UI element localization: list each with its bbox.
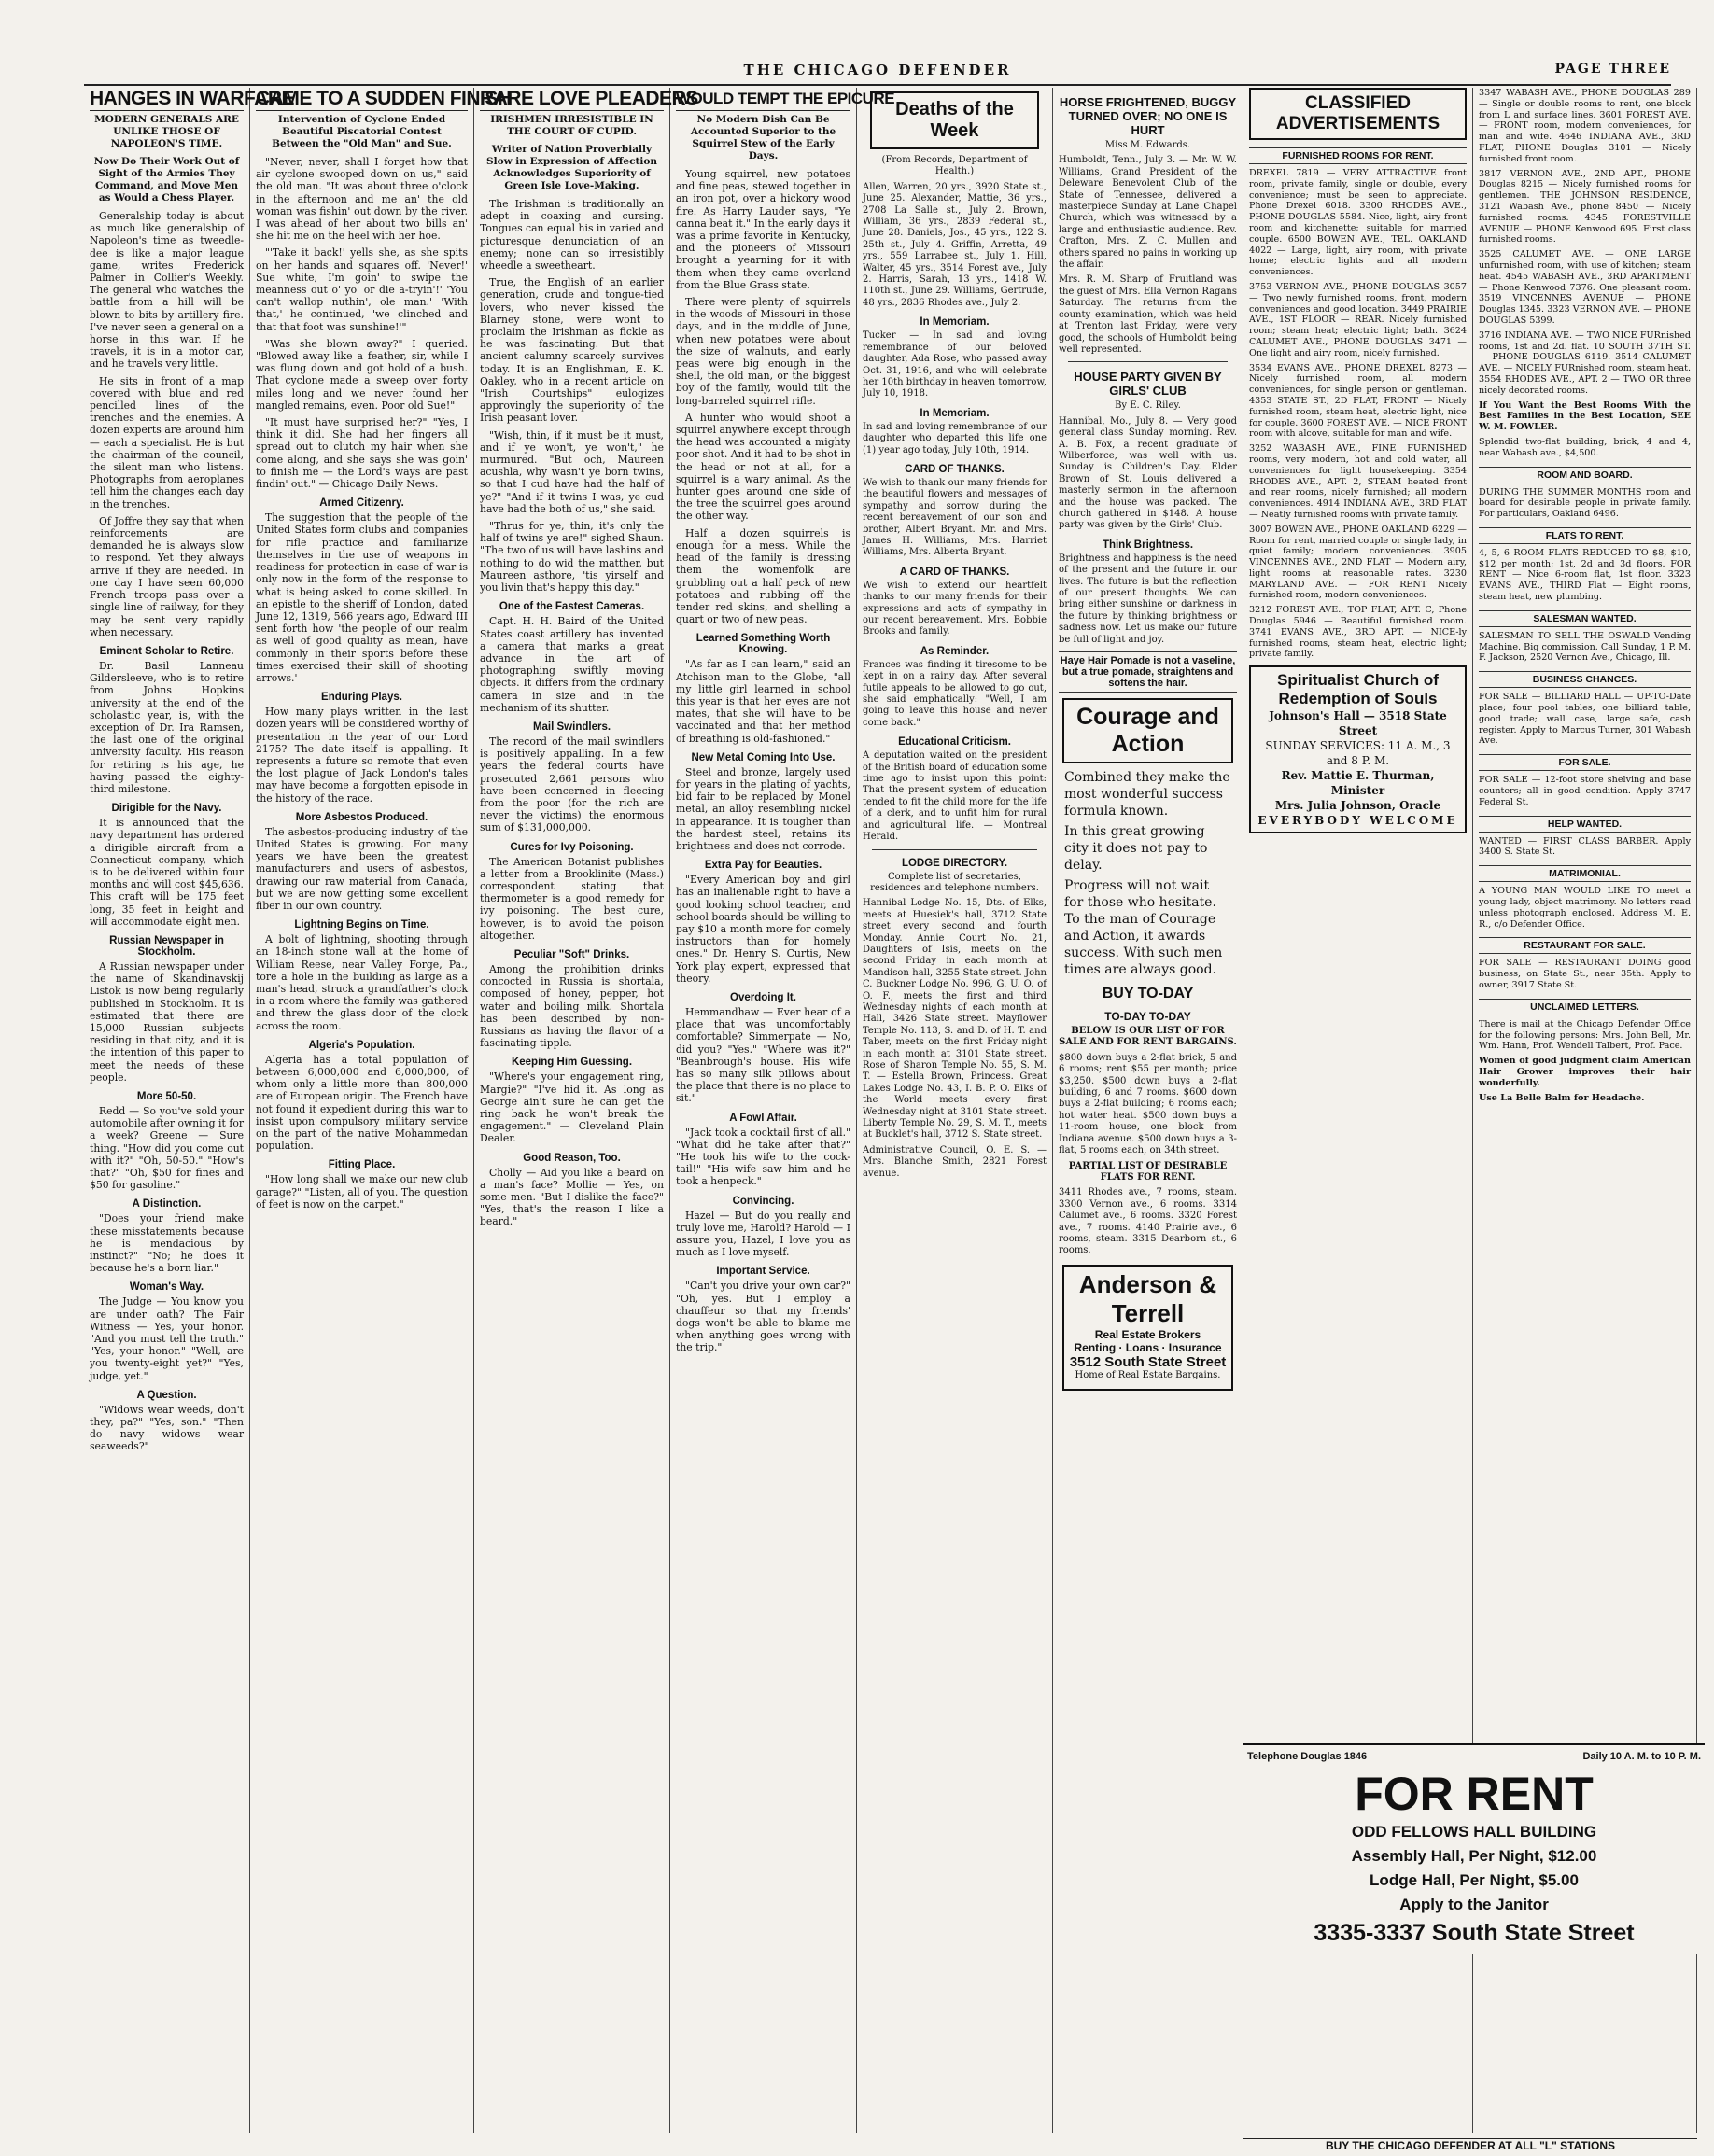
subheading: A CARD OF THANKS. (899, 566, 1010, 578)
article-paragraph: "How long shall we make our new club garage?" "Listen, all of you. The question of feet is now on the carpet." (256, 1173, 468, 1211)
article-paragraph: He sits in front of a map covered with blue and red pencilled lines of the trenches and the enemies. A dozen experts are around him — each a specialist. He is but the chairman of the council, the silent man who listens. Photographs from aeroplanes tell him the changes each day in the trenches. (90, 374, 244, 511)
for-rent-address: 3335-3337 South State Street (1314, 1920, 1635, 1946)
odd-fellows-for-rent-ad (1243, 1743, 1705, 1954)
ad-list-heading: BELOW IS OUR LIST OF FOR SALE AND FOR RENT BARGAINS. (1059, 1026, 1237, 1048)
church-oracle: Mrs. Julia Johnson, Oracle (1274, 799, 1441, 813)
subheading: Learned Something Worth Knowing. (695, 633, 831, 656)
classified-ad: WANTED — FIRST CLASS BARBER. Apply 3400 S. State St. (1479, 835, 1691, 858)
article-paragraph: "Jack took a cocktail first of all." "What did he take after that?" "He took his wife to the cock-tail!" "His wife saw him and he took a henpeck." (676, 1126, 850, 1188)
headline-rare-love-pleaders: RARE LOVE PLEADERS (480, 88, 698, 109)
subheading: Russian Newspaper in Stockholm. (109, 934, 224, 958)
subheading: New Metal Coming Into Use. (691, 751, 836, 763)
deck: Writer of Nation Proverbially Slow in Expression of Affection Acknowledges Superiority of Green Isle Love-Making. (486, 144, 657, 191)
article-paragraph: Cholly — Aid you like a beard on a man's face? Mollie — Yes, on some men. "But I dislike the face?" "Yes, that's the reason I like a beard." (480, 1166, 664, 1228)
deaths-list: Allen, Warren, 20 yrs., 3920 State st., June 25. Alexander, Mattie, 36 yrs., 2708 La Salle st., July 2. Brown, William, 36 yrs., 2839 Federal st., June 28. Daniels, Jos., 45 yrs., 122 S. 25th st., July 4. Griffin, Arretta, 49 yrs., 559 Larrabee st., July 1. Hill, Walter, 45 yrs., 3514 Forest ave., July 2. Harris, Sarah, 13 yrs., 1418 W. 110th st., June 29. Williams, Gertrude, 48 yrs., 2836 Rhodes ave., July 2. (863, 181, 1047, 308)
article-paragraph: There were plenty of squirrels in the woods of Missouri in those days, and in the middle of June, when new potatoes were about the size of walnuts, and early peas were big enough in the shell, the old man, or the biggest boy of the family, would tilt the long-barreled squirrel rifle. (676, 296, 850, 407)
article-paragraph: "Every American boy and girl has an inalienable right to have a good looking school teacher, and school boards should be willing to pay $10 a month more for comely instructors than for homely ones." Dr. Henry S. Curtis, New York play expert, expressed that theory. (676, 874, 850, 985)
article-paragraph: Of Joffre they say that when reinforcements are demanded he is always slow to respond. Yet they always arrive if they are needed. In one day I have seen 60,000 French troops pass over a single line of railway, for they may be sent very rapidly when necessary. (90, 514, 244, 638)
flat-listings: 3411 Rhodes ave., 7 rooms, steam. 3300 Vernon ave., 6 rooms. 3314 Calumet ave., 6 rooms. 3320 Forest ave., 7 rooms. 4140 Prairie ave., 6 rooms, steam. 3315 Dearborn st., 6 rooms. (1059, 1187, 1237, 1256)
subheading: Woman's Way. (129, 1281, 204, 1294)
headline-horse-frightened: HORSE FRIGHTENED, BUGGY TURNED OVER; NO ONE IS HURT (1059, 95, 1237, 137)
article-paragraph: Mrs. R. M. Sharp of Fruitland was the guest of Mrs. Ella Vernon Ragans Saturday. The returns from the county examination, which was held at Trenton last Friday, were very good, the schools of Humboldt being well represented. (1059, 274, 1237, 355)
divider (872, 849, 1037, 850)
lodge-listings: Hannibal Lodge No. 15, Dts. of Elks, meets at Huesiek's hall, 3712 State street every second and fourth Monday. Annie Court No. 21, Daughters of Isis, meets on the second Friday in each month at Mandison hall, 3255 State street. John C. Buckner Lodge No. 996, G. U. O. of O. F., meets the first and third Wednesday nights of each month at Hall, 3426 State street. Mayflower Temple No. 113, S. and D. of H. T. and Taber, meets on the first Friday night in each month at 3101 State street. Rose of Sharon Temple No. 55, S. M. T. — Estella Brown, Princess. Great Lakes Lodge No. 43, I. B. P. O. Elks of the World meets every first Wednesday night at 3101 State street. Liberty Temple No. 29, S. M. T., meets at Bucklet's hall, 3712 S. State street. (863, 898, 1047, 1141)
subheading: One of the Fastest Cameras. (499, 601, 645, 613)
card-of-thanks: We wish to extend our heartfelt thanks to our many friends for their expressions and acts of sympathy in our recent bereavement. Mrs. Bobbie Brooks and family. (863, 580, 1047, 637)
subheading: Good Reason, Too. (523, 1152, 621, 1164)
courage-and-action-ad-title: Courage and Action (1062, 698, 1233, 763)
article-paragraph: The Judge — You know you are under oath? The Fair Witness — Yes, your honor. "And you must tell the truth." "Yes, your honor." "Well, are you twenty-eight yet?" "Yes, judge, yet." (90, 1295, 244, 1382)
classified-ad: DURING THE SUMMER MONTHS room and board for desirable people in private family. For particulars, Oakland 6496. (1479, 486, 1691, 520)
firm-name: Anderson & Terrell (1078, 1269, 1217, 1327)
firm-tagline: Home of Real Estate Bargains. (1075, 1369, 1221, 1380)
article-paragraph: Brightness and happiness is the need of the present and the future in our lives. The future is but the reflection of our present thoughts. We can bring either sunshine or darkness in the future by thinking brightness or sadness now. Let us make our future be full of light and joy. (1059, 553, 1237, 645)
subheading: In Memoriam. (920, 407, 990, 419)
classified-ad: FOR SALE — 12-foot store shelving and base counters; all in good condition. Apply 3747 Federal St. (1479, 775, 1691, 807)
subheading: Convincing. (732, 1195, 794, 1207)
article-paragraph: Generalship today is about as much like generalship of Napoleon's time as tweedle-dee is like a major league game, writes Frederick Palmer in Collier's Weekly. The general who watches the battle from a hill will be blown to bits by artillery fire. I've never seen a general on a horse in this war. If he travels, it is in a motor car, and he travels very little. (90, 210, 244, 371)
notice: If You Want the Best Rooms With the Best Families in the Best Location, SEE W. M. FOWLER. (1479, 399, 1691, 433)
church-name: Spiritualist Church of Redemption of Souls (1277, 671, 1439, 708)
subheading: Dirigible for the Navy. (111, 803, 222, 815)
headline-would-tempt-the-epicure: WOULD TEMPT THE EPICURE (676, 88, 850, 111)
masthead-title: THE CHICAGO DEFENDER (743, 62, 1012, 78)
deaths-of-the-week-heading: Deaths of the Week (870, 91, 1039, 149)
classified-ad: FOR SALE — BILLIARD HALL — UP-TO-Date place; four pool tables, one billiard table, good trade; wall case, large safe, cash register. Apply to Marcus Turner, 301 Wabash Ave. (1479, 692, 1691, 747)
church-services: SUNDAY SERVICES: 11 A. M., 3 and 8 P. M. (1265, 739, 1451, 768)
ad-slogan: BUY TO-DAY (1102, 986, 1194, 1002)
column-3 (474, 88, 698, 2133)
article-paragraph: "It must have surprised her?" "Yes, I think it did. She had her fingers all spread out to clutch my hair when she come along, and she says she was goin' to finish me — the Lord's ways are past findin' out." — Chicago Daily News. (256, 416, 468, 491)
ad-contact-row (1247, 1751, 1701, 1762)
subheading: Enduring Plays. (321, 692, 402, 704)
category-heading: ROOM AND BOARD. (1479, 467, 1691, 483)
classified-ad: 3212 FOREST AVE., TOP FLAT, APT. C, Phone Douglas 5946 — Beautiful furnished room. 3741 EVANS AVE., 3RD APT. — NICE-ly furnished rooms, steam heat, electric light; private family. (1249, 605, 1467, 660)
subheading: A Distinction. (132, 1198, 202, 1211)
article-paragraph: Capt. H. H. Baird of the United States coast artillery has invented a camera that marks a great advance in the art of photographing swiftly moving objects. It differs from the ordinary camera in size and in the mechanism of its shutter. (480, 615, 664, 714)
deck: Now Do Their Work Out of Sight of the Armies They Command, and Move Men as Would a Chess Player. (93, 156, 240, 203)
deck: MODERN GENERALS ARE UNLIKE THOSE OF NAPOLEON'S TIME. (94, 114, 239, 149)
article-paragraph: Half a dozen squirrels is enough for a mess. While the head of the family is dressing them the womenfolk are grubbling out a half peck of new potatoes and rubbing off the tender red skins, and shelling a quart or two of new peas. (676, 526, 850, 626)
classified-ad: DREXEL 7819 — VERY ATTRACTIVE front room, private family, single or double, every convenience; must be seen to appreciate. Phone Drexel 6018. 3300 RHODES AVE., PHONE DOUGLAS 5584. Nice, light, airy front room and kitchenette; suitable for married couple. 6500 BOWEN AVE., TEL. OAKLAND 4022 — Large, light, airy room, with private home; electric lights and all modern conveniences. (1249, 168, 1467, 278)
anderson-terrell-ad (1062, 1265, 1233, 1391)
article-paragraph: Hannibal, Mo., July 8. — Very good general class Sunday morning. Rev. A. B. Fox, a recent graduate of Wilberforce, was well with us. Sunday is Children's Day. Elder Brown of St. Louis delivered a masterly sermon in the afternoon and the house was packed. The church gathered in $148. A house party was given by the Girls' Club. (1059, 415, 1237, 531)
classified-ad: 3753 VERNON AVE., PHONE DOUGLAS 3057 — Two newly furnished rooms, front, modern conveniences and good location. 3449 PRAIRIE AVE., 1ST FLOOR — REAR. Nicely furnished room; steam heat; electric light; bath. 3624 CALUMET AVE., PHONE DOUGLAS 3471 — One light and airy room, nicely furnished. (1249, 281, 1467, 358)
church-welcome: EVERYBODY WELCOME (1257, 814, 1458, 828)
article-paragraph: Hazel — But do you really and truly love me, Harold? Harold — I assure you, Hazel, I love you as much as I love myself. (676, 1209, 850, 1259)
page-number: PAGE THREE (1554, 62, 1671, 77)
ad-list-heading: PARTIAL LIST OF DESIRABLE FLATS FOR RENT. (1068, 1160, 1228, 1183)
property-listings: $800 down buys a 2-flat brick, 5 and 6 rooms; rent $55 per month; price $3,250. $500 down buys a 2-flat building, 6 and 7 rooms. $600 down buys a 2-flat building; 6 rooms each; hot water heat. $500 down buys a 11-room house, one block from Indiana avenue. $500 down buys a 3-flat, 5 rooms each, on 34th street. (1059, 1052, 1237, 1156)
deck: No Modern Dish Can Be Accounted Superior to the Squirrel Stew of the Early Days. (690, 114, 836, 161)
article-paragraph: Steel and bronze, largely used for years in the plating of yachts, bid fair to be replaced by Monel metal, an alloy resembling nickel in appearance. It is tougher than the hardest steel, retains its brightness and does not corrode. (676, 765, 850, 852)
card-of-thanks: We wish to thank our many friends for the beautiful flowers and messages of sympathy and sorrow during the recent bereavement of our son and brother, Albert Bryant. Mr. and Mrs. James H. Williams, Mrs. Harriet Williams, Mrs. Alberta Bryant. (863, 477, 1047, 558)
article-paragraph: "Can't you drive your own car?" "Oh, yes. But I employ a chauffeur so that my friends' dogs won't be able to blame me when anything goes wrong with the trip." (676, 1280, 850, 1354)
article-paragraph: "Does your friend make these misstatements because he is mendacious by instinct?" "No; he does it because he's a born liar." (90, 1212, 244, 1275)
for-rent-contact: Apply to the Janitor (1399, 1896, 1549, 1913)
classified-ad: FOR SALE — RESTAURANT DOING good business, on State St., near 35th. Apply to owner, 3917 State St. (1479, 958, 1691, 991)
subheading: A Fowl Affair. (729, 1112, 797, 1124)
church-minister: Rev. Mattie E. Thurman, Minister (1281, 769, 1435, 798)
for-rent-rate: Assembly Hall, Per Night, $12.00 (1351, 1847, 1597, 1865)
deck: Intervention of Cyclone Ended Beautiful Piscatorial Contest Between the "Old Man" and Sue. (272, 114, 452, 149)
classified-heading: CLASSIFIED ADVERTISEMENTS (1249, 88, 1467, 140)
subheading: More Asbestos Produced. (295, 811, 428, 823)
article-paragraph: "'Take it back!' yells she, as she spits on her hands and squares off. 'Never!' Sue white, I'm goin' to swipe the meanness out o' yo' or die a-tryin'!' 'You can't wallop nuthin', ole man.' 'With that,' he continued, 'we clinched and that that foot was sunshine!'" (256, 246, 468, 333)
article-paragraph: It is announced that the navy department has ordered a dirigible aircraft from a Connecticut company, which is to be delivered within four months and will cost $45,636. This craft will be 175 feet long, 35 feet in height and will accommodate eight men. (90, 817, 244, 928)
article-paragraph: The Irishman is traditionally an adept in coaxing and cursing. Tongues can equal his in varied and picturesque denunciation of an enemy; none can so irresistibly wheedle a sweetheart. (480, 198, 664, 273)
article-paragraph: Hemmandhaw — Ever hear of a place that was uncomfortably comfortable? Simmerpate — No, did you? "Yes." "Where was it?" "Beanbrough's house. His wife has so many silk pillows about the place that there is no place to sit." (676, 1005, 850, 1105)
subheading: Cures for Ivy Poisoning. (510, 841, 634, 853)
category-heading: FURNISHED ROOMS FOR RENT. (1249, 147, 1467, 164)
classified-ad: 3817 VERNON AVE., 2ND APT., PHONE Douglas 8215 — Nicely furnished rooms for gentlemen. THE JOHNSON RESIDENCE, 3121 Wabash Ave., phone 8450 — Nicely furnished rooms. 4345 FORESTVILLE AVENUE — PHONE Kenwood 695. First class furnished rooms. (1479, 168, 1691, 245)
subheading: Armed Citizenry. (319, 497, 404, 510)
article-paragraph: How many plays written in the last dozen years will be considered worthy of presentation in the year of our Lord 2175? The date itself is appalling. It represents a future so remote that even the lost plague of Jack London's tales may have become a forgotten episode in the history of the race. (256, 706, 468, 805)
article-paragraph: The suggestion that the people of the United States form clubs and companies for rifle practice and familiarize themselves in the use of weapons in readiness for protection in case of war is only now in the form of the response to what is being asked to come skilled. In an epistle to the sheriff of London, dated June 12, 1319, 566 years ago, Edward III sent forth how 'the people of our realm as well of good quality as mean, have commonly in their sports before these times exercised their skill of shooting arrows.' (256, 511, 468, 684)
subheading: Overdoing It. (730, 991, 796, 1003)
classified-ad: 4, 5, 6 ROOM FLATS REDUCED TO $8, $10, $12 per month; 1st, 2d and 3d floors. FOR RENT — Nice 6-room flat, 1st floor. 3323 EVANS AVE., THIRD Flat — Eight rooms, steam heat, new plumbing. (1479, 547, 1691, 603)
subheading: Educational Criticism. (898, 736, 1011, 749)
source-note: (From Records, Department of Health.) (881, 155, 1028, 177)
classified-ad: 3007 BOWEN AVE., PHONE OAKLAND 6229 — Room for rent, married couple or single lady, in quiet family; modern conveniences. 3905 VINCENNES AVE., 2ND FLAT — Modern airy, light rooms at reasonable rates. 3230 MARYLAND AVE. — FOR RENT Nicely furnished room, modern conveniences. (1249, 524, 1467, 601)
column-2 (250, 88, 512, 2133)
article-paragraph: A hunter who would shoot a squirrel anywhere except through the head was accounted a mighty poor shot. And it had to be shot in the head or not at all, for a squirrel is a wary animal. As the hunter goes around one side of the tree the squirrel goes around the other way. (676, 411, 850, 523)
subheading: Think Brightness. (1102, 539, 1194, 551)
category-heading: BUSINESS CHANCES. (1479, 671, 1691, 688)
church-ad (1249, 665, 1467, 833)
article-paragraph: Redd — So you've sold your automobile after owning it for a week? Greene — Sure thing. "How did you come out with it?" "Oh, 50-50." "How's that?" "Oh, $50 for fines and $50 for gasoline." (90, 1105, 244, 1192)
subheading: More 50-50. (136, 1091, 197, 1102)
article-paragraph: The record of the mail swindlers is positively appalling. In a few years the federal courts have prosecuted 2,661 persons who have been concerned in fleecing from the poor (for the rich are never the victims) the enormous sum of $131,000,000. (480, 735, 664, 834)
article-paragraph: Humboldt, Tenn., July 3. — Mr. W. W. Williams, Grand President of the Deleware Benevolent Club of the State of Tennessee, delivered a masterpiece Sunday at Lane Chapel Church, which was witnessed by a large and enthusiastic audience. Rev. Crafton, Mrs. Z. C. Mullen and others spared no pains in working up the affair. (1059, 155, 1237, 271)
classified-ad: 3252 WABASH AVE., FINE FURNISHED rooms, very modern, hot and cold water, all conveniences for light housekeeping. 3354 RHODES AVE., APT. 2, STEAM heated front and rear rooms, nicely furnished; all modern conveniences. 4914 INDIANA AVE., 3RD FLAT — Neatly furnished rooms with private family. (1249, 443, 1467, 520)
pomade-ad: Haye Hair Pomade is not a vaseline, but a true pomade, straightens and softens the hair. (1059, 651, 1237, 693)
headline-changes-in-warfare: HANGES IN WARFARE (90, 88, 295, 109)
for-rent-rate: Lodge Hall, Per Night, $5.00 (1370, 1871, 1579, 1889)
firm-address: 3512 South State Street (1069, 1353, 1227, 1370)
article-paragraph: "Where's your engagement ring, Margie?" "I've hid it. As long as George ain't sure he can get the ring back he won't break the engagement." — Cleveland Plain Dealer. (480, 1071, 664, 1145)
ad-slogan: TO-DAY TO-DAY (1104, 1010, 1191, 1024)
article-paragraph: "As far as I can learn," said an Atchison man to the Globe, "all my little girl learned in school this year is that her eyes are not mates, that she will have to be vaccinated and that her method of breathing is old-fashioned." (676, 658, 850, 745)
article-paragraph: Dr. Basil Lanneau Gildersleeve, who is to retire from Johns Hopkins university at the end of the scholastic year, is, with the exception of Dr. Ira Ramsen, the last one of the original university faculty. His reason for retiring is his age, he having passed the eighty-third milestone. (90, 659, 244, 795)
lodge-listing: Administrative Council, O. E. S. — Mrs. Blanche Smith, 2821 Forest avenue. (863, 1144, 1047, 1179)
article-paragraph: True, the English of an earlier generation, crude and tongue-tied lovers, who never kissed the Blarney stone, were wont to proclaim the Irishman as fickle as he was fascinating. But that ancient calumny scarcely survives today. It is an Englishman, E. K. Oakley, who in a recent article on "Irish Courtships" eulogizes approvingly the superiority of the Irish peasant lover. (480, 276, 664, 425)
subheading: Extra Pay for Beauties. (704, 860, 822, 872)
category-heading: UNCLAIMED LETTERS. (1479, 999, 1691, 1015)
firm-line: Renting · Loans · Insurance (1074, 1340, 1222, 1354)
byline: By E. C. Riley. (1115, 400, 1181, 412)
subheading: Mail Swindlers. (532, 721, 611, 733)
ad-text: Progress will not wait for those who hesitate. To the man of Courage and Action, it awards success. With such men times are always good. (1064, 878, 1223, 978)
article-paragraph: Algeria has a total population of between 6,000,000 and 6,000,000, of whom only a little more than 800,000 are of European origin. The French have not found it expedient during this war to insist upon compulsory military service on the part of the native Mohammedan population. (256, 1053, 468, 1153)
church-address: Johnson's Hall — 3518 State Street (1269, 709, 1447, 738)
subheading: CARD OF THANKS. (905, 463, 1005, 475)
classified-ad: 3716 INDIANA AVE. — TWO NICE FURnished rooms, 1st and 2d. flat. 10 SOUTH 37TH ST. — PHONE DOUGLAS 6119. 3514 CALUMET AVE. — NICELY FURnished room, steam heat. 3554 RHODES AVE., APT. 2 — TWO OR three nicely decorated rooms. (1479, 329, 1691, 396)
category-heading: SALESMAN WANTED. (1479, 610, 1691, 627)
category-heading: FLATS TO RENT. (1479, 527, 1691, 544)
article-paragraph: A bolt of lightning, shooting through an 18-inch stone wall at the home of William Reese, near Valley Forge, Pa., tore a hole in the building as large as a man's head, struck a grandfather's clock in a room where the family was gathered and threw the glass door of the clock across the room. (256, 933, 468, 1032)
memoriam-text: In sad and loving remembrance of our daughter who departed this life one (1) year ago today, July 10th, 1914. (863, 421, 1047, 455)
classified-ad: 3534 EVANS AVE., PHONE DREXEL 8273 — Nicely furnished room, all modern conveniences, for single person or gentleman. 4353 STATE ST., 2D FLAT, FRONT — Nicely furnished room, steam heat, electric light, nice for couple. 3600 FOREST AVE. — NICE FRONT room with alcove, suitable for man and wife. (1249, 362, 1467, 440)
article-paragraph: Frances was finding it tiresome to be kept in on a rainy day. After several futile appeals to be allowed to go out, she said emphatically: "Well, I am going to leave this house and never come back." (863, 659, 1047, 728)
headline-house-party: HOUSE PARTY GIVEN BY GIRLS' CLUB (1074, 370, 1222, 399)
subheading: Eminent Scholar to Retire. (99, 645, 234, 657)
for-rent-title: FOR RENT (1355, 1768, 1594, 1820)
classified-ad: SALESMAN TO SELL THE OSWALD Vending Machine. Big commission. Call Sunday, 1 P. M. F. Jackson, 2520 Vernon Ave., Chicago, Ill. (1479, 630, 1691, 664)
for-rent-building: ODD FELLOWS HALL BUILDING (1351, 1823, 1597, 1841)
lodge-directory-heading: LODGE DIRECTORY. (901, 857, 1008, 869)
article-paragraph: "Wish, thin, if it must be it must, and if ye won't, ye won't," he murmured. "But och, Maureen acushla, why wasn't ye born twins, so that I cud have had the half of ye?" "And if it twins I was, ye cud have had the both of us," she said. (480, 428, 664, 515)
subheading: Important Service. (716, 1266, 810, 1278)
divider (1068, 361, 1228, 362)
headline-came-to-a-sudden-finish: CAME TO A SUDDEN FINISH (256, 88, 512, 109)
article-paragraph: "Never, never, shall I forget how that air cyclone swooped down on us," said the old man. "It was about three o'clock in the afternoon and me an' the old woman was fishin' out down by the river. I was ahead of her about two bills an' she hit me on the heel with her hoe. (256, 156, 468, 243)
notice: Women of good judgment claim American Hair Grower improves their hair wonderfully. (1479, 1056, 1691, 1088)
column-5 (857, 88, 1053, 2133)
subheading: Peculiar "Soft" Drinks. (513, 948, 630, 960)
telephone: Telephone Douglas 1846 (1247, 1751, 1368, 1762)
article-paragraph: Among the prohibition drinks concocted in Russia is shortala, composed of honey, pepper, hot water and boiling milk. Shortala has been described by non-Russians as having the flavor of a fascinating tipple. (480, 962, 664, 1050)
classified-ad: A YOUNG MAN WOULD LIKE TO meet a young lady, object matrimony. No letters read unless photograph enclosed. Address M. E. R., c/o Defender Office. (1479, 886, 1691, 930)
ad-text: In this great growing city it does not pay to delay. (1064, 824, 1208, 874)
subheading: Keeping Him Guessing. (511, 1057, 633, 1069)
masthead (84, 62, 1671, 86)
subheading: In Memoriam. (920, 316, 990, 329)
category-heading: MATRIMONIAL. (1479, 865, 1691, 882)
article-paragraph: A Russian newspaper under the name of Skandinavskij Listok is now being regularly published in Stockholm. It is estimated that there are 15,000 Russian subjects residing in that city, and it is the intention of this paper to meet the needs of these people. (90, 959, 244, 1084)
ad-text: Combined they make the most wonderful success formula known. (1064, 770, 1230, 819)
firm-line: Real Estate Brokers (1094, 1327, 1201, 1341)
category-heading: FOR SALE. (1479, 754, 1691, 771)
byline: Miss M. Edwards. (1104, 140, 1191, 150)
subheading: Lightning Begins on Time. (294, 919, 429, 931)
classified-ad: 3525 CALUMET AVE. — ONE LARGE unfurnished room, with use of kitchen; steam heat. 4545 WABASH AVE., 3RD APARTMENT — Phone Kenwood 7376. One pleasant room. 3519 VINCENNES AVENUE — PHONE Douglas 1345. 3323 VERNON AVE. — PHONE DOUGLAS 5399. (1479, 249, 1691, 326)
notice: Use La Belle Balm for Headache. (1479, 1092, 1645, 1103)
category-heading: RESTAURANT FOR SALE. (1479, 937, 1691, 954)
article-paragraph: A deputation waited on the president of the British board of education some time ago to insist upon this point: That the present system of education tended to fit the child more for the life of a clerk, and to unfit him for rural and agricultural life. — Montreal Herald. (863, 750, 1047, 843)
article-paragraph: Young squirrel, new potatoes and fine peas, stewed together in an iron pot, over a hickory wood fire. As Harry Lauder says, "Ye canna beat it." In the early days it was a prime favorite in Kentucky, and the pioneers of Missouri brought a yearning for it with them when they came overland from the Blue Grass state. (676, 168, 850, 291)
footer-banner: BUY THE CHICAGO DEFENDER AT ALL "L" STATIONS (1243, 2138, 1697, 2152)
lodge-note: Complete list of secretaries, residences and telephone numbers. (870, 871, 1039, 893)
column-6 (1053, 88, 1243, 2133)
category-heading: HELP WANTED. (1479, 816, 1691, 833)
column-4 (670, 88, 895, 2133)
article-paragraph: "Widows wear weeds, don't they, pa?" "Yes, son." "Then do navy widows wear seaweeds?" (90, 1403, 244, 1453)
subheading: Fitting Place. (328, 1159, 396, 1171)
classified-ad: There is mail at the Chicago Defender Office for the following persons: Mrs. John Bell, Mr. Wm. Hann, Prof. Wendell Talbert, Prof. Pace. (1479, 1018, 1691, 1052)
subheading: Algeria's Population. (308, 1039, 415, 1051)
subheading: A Question. (136, 1389, 197, 1401)
classified-ad: 3347 WABASH AVE., PHONE DOUGLAS 289 — Single or double rooms to rent, one block from L and surface lines. 3601 FOREST AVE. — FRONT room, modern conveniences, for man and wife. 4646 INDIANA AVE., 3RD FLAT, PHONE Douglas 3101 — Nicely furnished front room. (1479, 88, 1691, 164)
deck: IRISHMEN IRRESISTIBLE IN THE COURT OF CUPID. (490, 114, 653, 137)
article-paragraph: The asbestos-producing industry of the United States is growing. For many years we have been the greatest manufacturers and users of asbestos, drawing our raw material from Canada, but we are now getting some excellent fiber in our own country. (256, 825, 468, 912)
article-paragraph: "Was she blown away?" I queried. "Blowed away like a feather, sir, while I was flung down and got hold of a bush. That cyclone made a sweep over forty miles long and we never found her mangled remains, even. Poor old Sue!" (256, 337, 468, 412)
column-1 (84, 88, 295, 2133)
article-paragraph: "Thrus for ye, thin, it's only the half of twins ye are!" sighed Shaun. "The two of us will have lashins and nothing to do wid the matther, but Maureen asthore, 'tis yirself and you livin that's happy this day." (480, 520, 664, 595)
hours: Daily 10 A. M. to 10 P. M. (1582, 1751, 1701, 1762)
notice: Splendid two-flat building, brick, 4 and 4, near Wabash ave., $4,500. (1479, 436, 1691, 458)
memoriam-text: Tucker — In sad and loving remembrance of our beloved daughter, Ada Rose, who passed away Oct. 31, 1916, and who will celebrate her 10th birthday in heaven tomorrow, July 10, 1918. (863, 330, 1047, 399)
subheading: As Reminder. (920, 645, 990, 657)
article-paragraph: The American Botanist publishes a letter from a Brooklinite (Mass.) correspondent stating that thermometer is a good remedy for ivy poisoning. The best cure, however, is to avoid the poison altogether. (480, 855, 664, 942)
